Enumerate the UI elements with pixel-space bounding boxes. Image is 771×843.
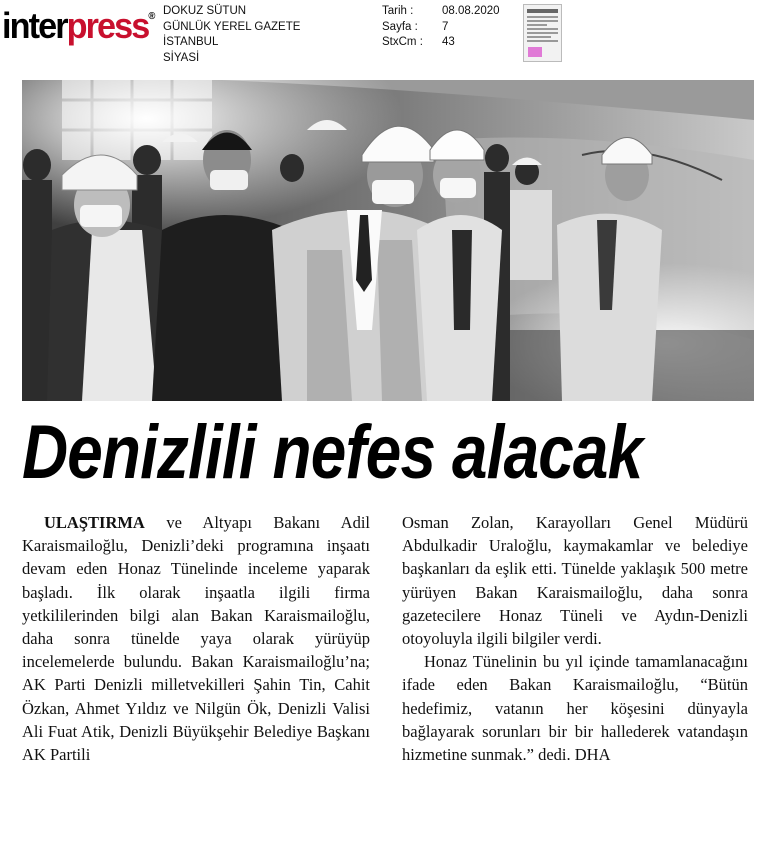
paragraph: Honaz Tünelinin bu yıl içinde tamamlanacağını ifade eden Bakan Karaismailoğlu, “Bütün hedefimiz, vatanın her köşesini dünyayla bağlayarak sorunları bir bir hallederek vatandaşın hizmetine sunmak.” dedi. DHA (402, 652, 748, 765)
meta-row-page (382, 20, 500, 36)
meta-key: Tarih : (382, 5, 414, 17)
article-column-1 (22, 511, 370, 766)
publication-category: SİYASİ (163, 51, 200, 64)
highlight-marker (528, 47, 542, 57)
paragraph: Osman Zolan, Karayolları Genel Müdürü Abdulkadir Uraloğlu, kaymakamlar ve belediye başkanları da eşlik etti. Tünelde yaklaşık 500 metre yürüyen Bakan Karaismailoğlu, daha sonra gazetecilere Honaz Tüneli ve Aydın-Denizli otoyoluyla ilgili bilgiler verdi. (402, 513, 748, 649)
logo-text-inter: inter (2, 5, 67, 46)
article-headline: Denizlili nefes alacak (22, 410, 643, 495)
meta-key: Sayfa : (382, 20, 418, 33)
meta-row-stxcm (382, 35, 500, 51)
paragraph (22, 511, 370, 766)
publication-city: İSTANBUL (163, 36, 219, 48)
publication-info (163, 4, 300, 66)
lead-word: ULAŞTIRMA (44, 513, 145, 532)
page-thumbnail[interactable] (523, 4, 562, 62)
logo-text-press: press (66, 5, 149, 46)
registered-mark: ® (148, 11, 156, 22)
article-column-2 (402, 511, 748, 766)
interpress-logo (2, 5, 156, 46)
meta-value: 08.08.2020 (442, 5, 500, 17)
meta-value: 43 (442, 36, 455, 48)
article-photo (22, 80, 754, 401)
meta-value: 7 (442, 20, 449, 33)
publication-type: GÜNLÜK YEREL GAZETE (163, 20, 301, 33)
clipping-meta (382, 4, 500, 51)
meta-key: StxCm : (382, 36, 423, 48)
meta-row-date (382, 4, 500, 20)
publication-name: DOKUZ SÜTUN (163, 5, 247, 17)
paragraph-text: ve Altyapı Bakanı Adil Karaismailoğlu, Denizli’deki programına inşaatı devam eden Honaz Tünelinde inceleme yaparak başladı. İlk olarak inşaatla ilgili firma yetkililerinden bilgi alan Bakan Karaismailoğlu, daha sonra tünelde yaya olarak yürüyüp incelemelerde bulundu. Bakan Karaismailoğlu’na; AK Parti Denizli milletvekilleri Şahin Tin, Cahit Özkan, Ahmet Yıldız ve Nilgün Ök, Denizli Valisi Ali Fuat Atik, Denizli Büyükşehir Belediye Başkanı AK Partili (22, 513, 370, 765)
